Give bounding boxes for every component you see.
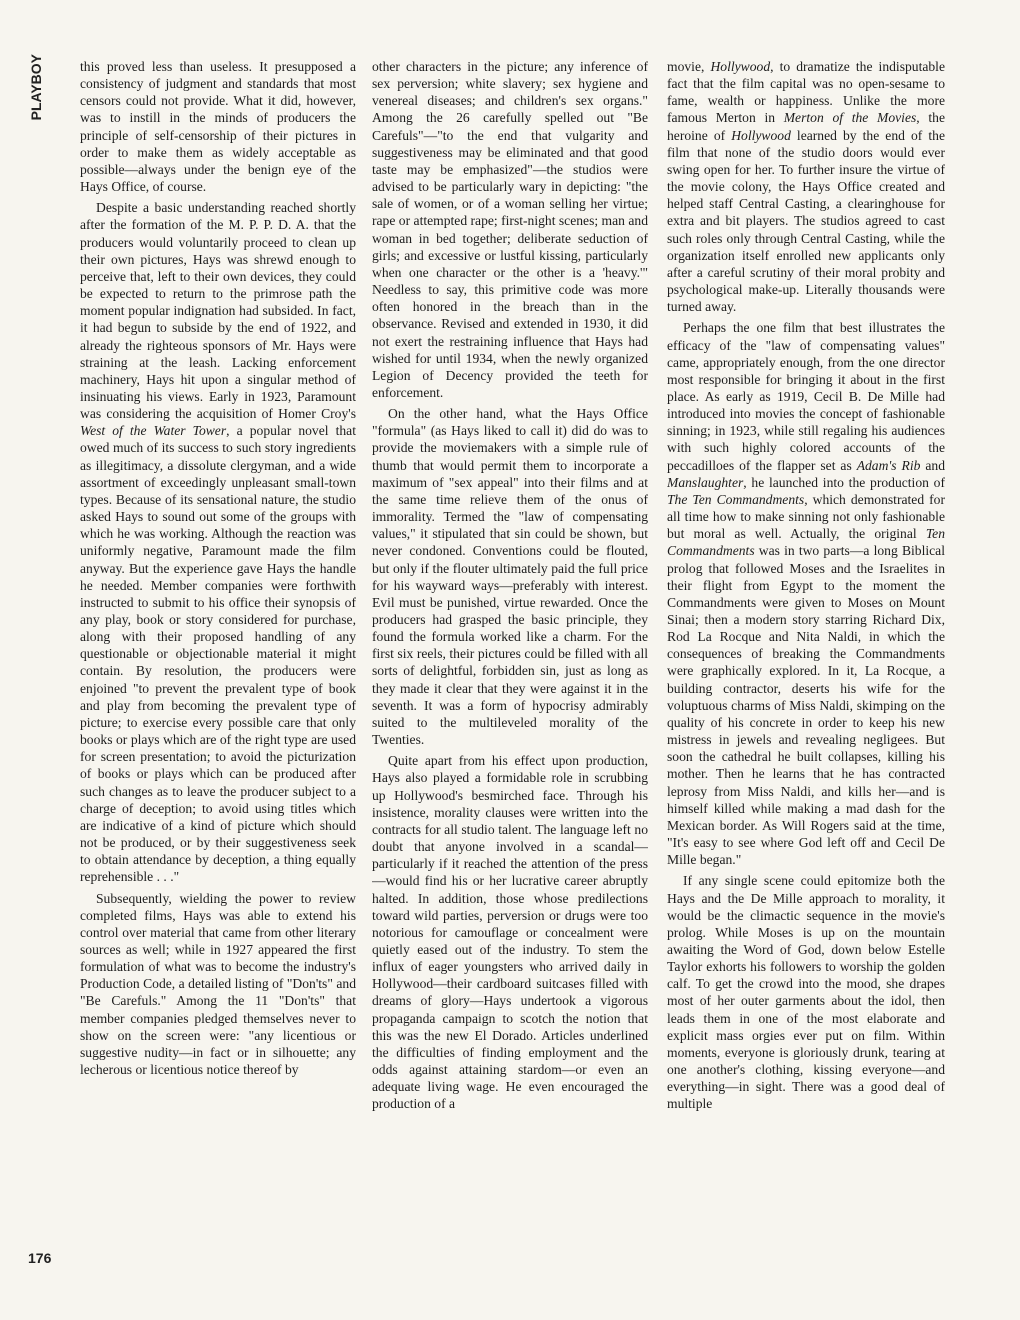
paragraph (80, 199, 356, 885)
paragraph (80, 58, 356, 195)
italic-title: Ten Commandments (667, 526, 945, 559)
italic-title: Manslaughter (667, 474, 744, 490)
italic-title: The Ten Commandments (667, 491, 805, 507)
italic-title: Hollywood (731, 127, 791, 143)
italic-title: Merton of the Movies (783, 110, 917, 126)
text-column-2 (372, 58, 648, 1298)
text-run: was in two parts—a long Biblical prolog that followed Moses and the Israelites in their flight from Egypt to the moment the Commandments were given to Moses on Mount Sinai; then a modern story starring Richard Dix, Rod La Rocque and Nita Naldi, in which the consequences of breaking the Commandments were graphically explored. In it, La Rocque, a building contractor, deserts his wife for the voluptuous charms of Miss Naldi, skimping on the quality of his concrete in order to keep his new mistress in jewels and revealing negligees. But soon the cathedral he built collapses, killing his mother. Then he learns that he has contracted leprosy from Miss Naldi, and kills her—and is himself killed while making a mad dash for the Mexican border. As Will Rogers said at the time, "It's easy to see where God left off and Cecil De Mille began." (667, 543, 945, 868)
text-column-1 (80, 58, 356, 1298)
text-run: , which demonstrated for all time how to make sinning not only fashionable but moral as well. Actually, the original (667, 491, 945, 542)
text-run: , he launched into the production of (743, 474, 945, 490)
text-run: If any single scene could epitomize both the Hays and the De Mille approach to morality, it would be the climactic sequence in the movie's prolog. While Moses is up on the mountain awaiting the Word of God, down below Estelle Taylor exhorts his followers to worship the golden calf. To get the crowd into the mood, she drapes most of her outer garments about the idol, then leads them in one of the most elaborate and explicit mass orgies ever put on film. Within moments, everyone is gloriously drunk, tearing at one another's clothing, kissing everyone—and everything—in sight. There was a good deal of multiple (667, 873, 945, 1112)
text-run: movie, (667, 59, 711, 74)
text-run: learned by the end of the film that none of the studio doors would ever swing open for her. To further insure the virtue of the movie colony, the Hays Office created and helped staff Central Casting, a clearinghouse for extra and bit players. The studios agreed to cast such roles only through Central Casting, while the organization itself enrolled new applicants only after a careful scrutiny of their moral probity and psychological make-up. Literally thousands were turned away. (667, 127, 945, 315)
text-run: and (920, 457, 945, 473)
text-run: other characters in the picture; any inference of sex perversion; white slavery; sex hygiene and venereal diseases; and children's sex organs." Among the 26 carefully spelled out "Be Carefuls"—"to the end that vulgarity and suggestiveness may be eliminated and that good taste may be emphasized"—the studios were advised to be particularly wary in depicting: "the sale of women, or of a woman selling her virtue; rape or attempted rape; first-night scenes; man and woman in bed together; deliberate seduction of girls; and excessive or lustful kissing, particularly when one character or the other is a 'heavy.'" Needless to say, this primitive code was more often honored in the breach than in the observance. Revised and extended in 1930, it did not exert the restraining influence that Hays had wished for until 1934, when the newly organized Legion of Decency provided the teeth for enforcement. (372, 59, 648, 400)
italic-title: West of the Water Tower (80, 423, 227, 439)
paragraph (372, 58, 648, 401)
text-run: , to dramatize the indisputable fact that the film capital was no open-sesame to fame, wealth or happiness. Unlike the more famous Merton in (667, 59, 945, 126)
paragraph (667, 872, 945, 1112)
paragraph (667, 319, 945, 868)
paragraph (80, 890, 356, 1079)
text-column-3 (667, 58, 945, 1298)
masthead: PLAYBOY (28, 54, 44, 121)
italic-title: Hollywood (710, 59, 771, 74)
paragraph (372, 405, 648, 748)
text-run: On the other hand, what the Hays Office "formula" (as Hays liked to call it) did do was to provide the moviemakers with a simple rule of thumb that would permit them to incorporate a maximum of "sex appeal" into their films and at the same time relieve them of the onus of immorality. Termed the "law of compensating values," it stipulated that sin could be shown, but never condoned. Conventions could be flouted, but only if the flouter ultimately paid the full price for his wayward ways—preferably with interest. Evil must be punished, virtue rewarded. Once the producers had grasped the basic principle, they found the formula worked like a charm. For the first six reels, their pictures could be filled with all sorts of delightful, forbidden sin, just as long as they made it clear that they were against it in the seventh. It was a form of hypocrisy admirably suited to the multileveled morality of the Twenties. (372, 406, 648, 748)
text-run: this proved less than useless. It presupposed a consistency of judgment and standards that most censors could not provide. What it did, however, was to instill in the minds of producers the principle of self-censorship of their pictures in order to make them as widely acceptable as possible—always under the benign eye of the Hays Office, of course. (80, 59, 356, 195)
text-run: Perhaps the one film that best illustrates the efficacy of the "law of compensating values" came, appropriately enough, from the one director most responsible for bringing it about in the first place. As early as 1919, Cecil B. De Mille had introduced into movies the concept of fashionable sinning; in 1923, while still regaling his audiences with such highly colored accounts of the peccadilloes of the flapper set as (667, 320, 945, 473)
text-run: , the heroine of (667, 110, 945, 143)
text-run: Subsequently, wielding the power to review completed films, Hays was able to extend his control over material that came from other literary sources as well; while in 1927 appeared the first formulation of what was to become the industry's Production Code, a detailed listing of "Don'ts" and "Be Carefuls." Among the 11 "Don'ts" that member companies pledged themselves never to show on the screen were: "any licentious or suggestive nudity—in fact or in silhouette; any lecherous or licentious notice thereof by (80, 890, 356, 1078)
paragraph (372, 752, 648, 1112)
italic-title: Adam's Rib (856, 457, 921, 473)
paragraph (667, 58, 945, 315)
text-run: Quite apart from his effect upon production, Hays also played a formidable role in scrubbing up Hollywood's besmirched face. Through his insistence, morality clauses were written into the contracts for all studio talent. The language left no doubt that anyone involved in a scandal—particularly if it reached the attention of the press—would find his or her lucrative career abruptly halted. In addition, those whose predilections toward wild parties, perversion or drugs were too notorious for camouflage or concealment were quietly eased out of the industry. To stem the influx of eager youngsters who arrived daily in Hollywood—their cardboard suitcases filled with dreams of glory—Hays undertook a vigorous propaganda campaign to scotch the notion that this was the new El Dorado. Articles underlined the difficulties of finding employment and the odds against attaining stardom—or even an adequate living wage. He even encouraged the production of a (372, 753, 648, 1112)
text-run: , a popular novel that owed much of its success to such story ingredients as illegitimacy, a dissolute clergyman, and a wide assortment of exceedingly unpleasant small-town types. Because of its sensational nature, the studio asked Hays to sound out some of the groups with which he was working. Although the reaction was uniformly negative, Paramount made the film anyway. But the experience gave Hays the handle he needed. Member companies were forthwith instructed to submit to his office their synopsis of any play, book or story considered for purchase, along with their proposed handling of any questionable or objectionable material it might contain. By resolution, the producers were enjoined "to prevent the prevalent type of book and play from becoming the prevalent type of picture; to exercise every possible care that only books or plays which are of the right type are used for screen presentation; to avoid the picturization of books or plays which can be produced after such changes as to leave the producer subject to a charge of deception; to avoid using titles which are indicative of a kind of picture which should not be produced, or by their suggestiveness seek to obtain attendance by deception, a thing equally reprehensible . . ." (80, 423, 356, 885)
text-run: Despite a basic understanding reached shortly after the formation of the M. P. P. D. A. that the producers would voluntarily proceed to clean up their own pictures, Hays was shrewd enough to perceive that, left to their own devices, they could be expected to return to the primrose path the moment popular indignation had subsided. In fact, it had begun to subside by the end of 1922, and already the righteous sponsors of Mr. Hays were straining at the leash. Lacking enforcement machinery, Hays hit upon a singular method of insinuating his views. Early in 1923, Paramount was considering the acquisition of Homer Croy's (80, 200, 356, 422)
page-number: 176 (28, 1250, 52, 1266)
